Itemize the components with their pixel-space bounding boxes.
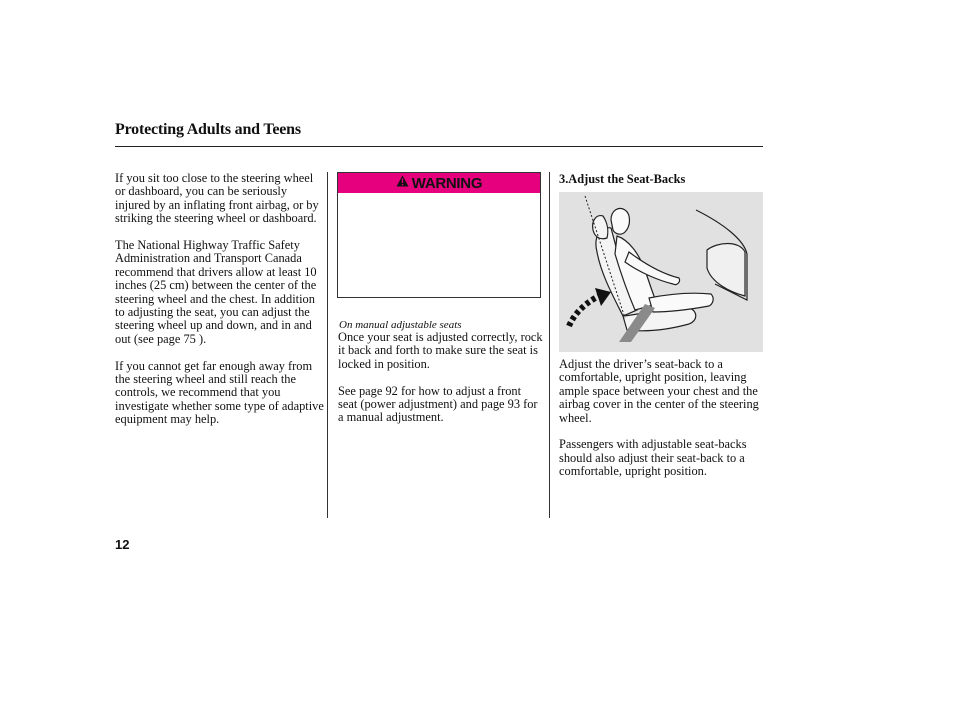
paragraph: Once your seat is adjusted correctly, rock it back and forth to make sure the seat is locked in position.	[338, 330, 543, 371]
paragraph: See page 92 for how to adjust a front seat (power adjustment) and page 93 for a manual adjustment.	[338, 383, 538, 425]
paragraph: If you cannot get far enough away from the steering wheel and still reach the controls, we recommend that you investigate whether some type of adaptive equipment may help.	[115, 358, 324, 427]
column-divider	[327, 172, 328, 518]
paragraph: The National Highway Traffic Safety Administration and Transport Canada recommend that drivers allow at least 10 inches (25 cm) between the center of the steering wheel and the chest. In addition to adjusting the seat, you can adjust the steering wheel up and down, and in and out (see page 75 ).	[115, 238, 317, 346]
warning-triangle-icon	[396, 174, 409, 192]
paragraph: If you sit too close to the steering wheel or dashboard, you can be seriously injured by an inflating front airbag, or by striking the steering wheel or dashboard.	[115, 171, 319, 226]
paragraph: Adjust the driver’s seat-back to a comfortable, upright position, leaving ample space between your chest and the airbag cover in the center of the steering wheel.	[559, 357, 759, 425]
seat-back-adjustment-illustration	[559, 192, 763, 352]
step-heading: 3.Adjust the Seat-Backs	[559, 172, 686, 186]
warning-label: WARNING	[411, 174, 483, 192]
right-column	[559, 358, 759, 492]
paragraph: Passengers with adjustable seat-backs should also adjust their seat-back to a comfortable, upright position.	[559, 437, 747, 479]
middle-column	[338, 331, 543, 438]
page-number: 12	[115, 537, 130, 552]
page-title: Protecting Adults and Teens	[115, 121, 301, 138]
column-divider	[549, 172, 550, 518]
warning-box	[337, 172, 541, 298]
warning-header	[338, 173, 540, 193]
manual-seats-caption: On manual adjustable seats	[339, 319, 462, 331]
left-column	[115, 172, 325, 440]
title-divider	[115, 146, 763, 147]
